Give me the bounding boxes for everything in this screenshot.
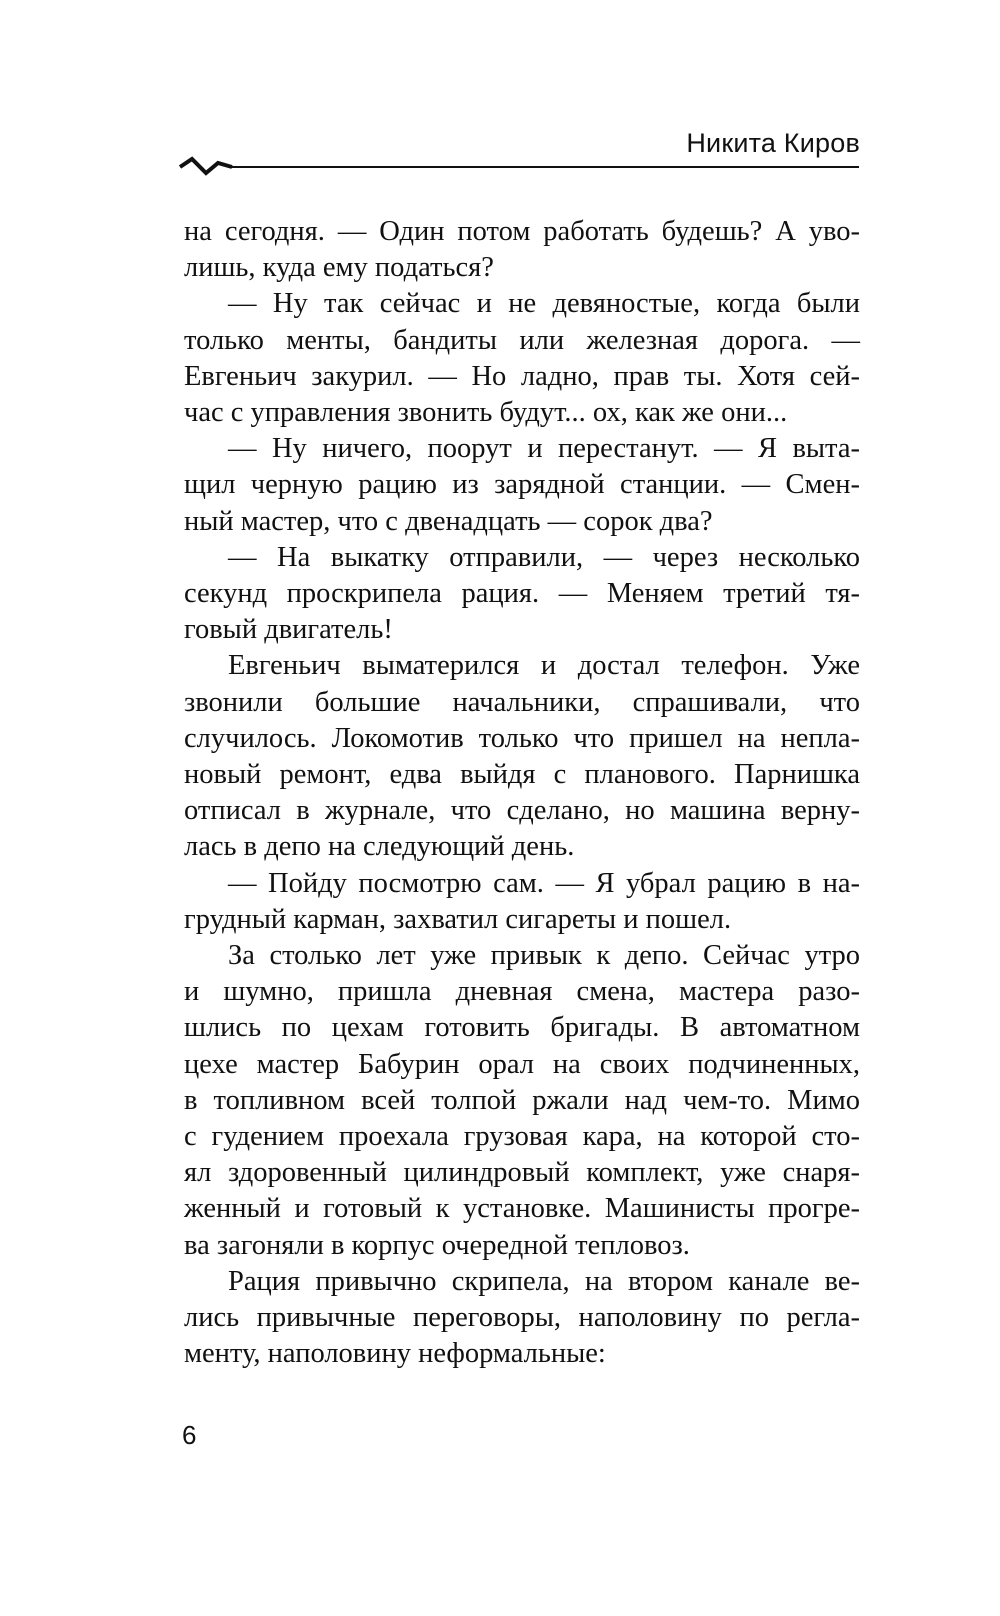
text-line: звонили большие начальники, спрашивали, что (184, 686, 860, 718)
header-rule (229, 166, 859, 168)
text-line: женный и готовый к установке. Машинисты прогре- (184, 1193, 860, 1225)
paragraph-6 (184, 866, 860, 938)
text-line: лишь, куда ему податься? (184, 252, 494, 284)
paragraph-3 (184, 431, 860, 540)
text-line: — Ну так сейчас и не девяностые, когда были (228, 288, 860, 320)
text-line: ный мастер, что с двенадцать — сорок два? (184, 505, 713, 537)
header-ornament-icon (178, 155, 234, 179)
text-line: цехе мастер Бабурин орал на своих подчиненных, (184, 1048, 860, 1080)
text-line: За столько лет уже привык к депо. Сейчас утро (228, 940, 860, 972)
text-line: только менты, бандиты или железная дорога. — (184, 324, 860, 356)
text-line: на сегодня. — Один потом работать будешь? А уво- (184, 216, 860, 247)
paragraph-1 (184, 214, 860, 286)
running-head-author: Никита Киров (686, 128, 860, 158)
text-line: шлись по цехам готовить бригады. В автоматном (184, 1012, 860, 1044)
text-line: грудный карман, захватил сигареты и пошел. (184, 903, 732, 935)
text-line: случилось. Локомотив только что пришел на непла- (184, 722, 860, 754)
text-line: с гудением проехала грузовая кара, на которой сто- (184, 1121, 860, 1153)
text-line: час с управления звонить будут... ох, как же они... (184, 397, 788, 429)
text-line: и шумно, пришла дневная смена, мастера разо- (184, 976, 860, 1008)
text-line: отписал в журнале, что сделано, но машина верну- (184, 795, 860, 827)
text-line: Рация привычно скрипела, на втором канале ве- (228, 1265, 860, 1297)
text-line: щил черную рацию из зарядной станции. — Смен- (184, 469, 860, 501)
paragraph-2 (184, 286, 860, 431)
text-line: Евгеньич закурил. — Но ладно, прав ты. Хотя сей- (184, 360, 860, 392)
paragraph-4 (184, 540, 860, 649)
text-line: новый ремонт, едва выйдя с планового. Парнишка (184, 759, 860, 791)
paragraph-7 (184, 938, 860, 1264)
text-line: — Пойду посмотрю сам. — Я убрал рацию в на- (228, 867, 860, 899)
text-line: говый двигатель! (184, 614, 393, 646)
paragraph-5 (184, 648, 860, 865)
text-line: — На выкатку отправили, — через несколько (228, 541, 860, 573)
text-line: лась в депо на следующий день. (184, 831, 575, 863)
page-number: 6 (182, 1420, 197, 1450)
text-line: Евгеньич выматерился и достал телефон. Уже (228, 650, 860, 682)
text-line: менту, наполовину неформальные: (184, 1338, 606, 1370)
text-line: лись привычные переговоры, наполовину по регла- (184, 1302, 860, 1334)
text-line: ва загоняли в корпус очередной тепловоз. (184, 1229, 690, 1261)
paragraph-8 (184, 1264, 860, 1373)
text-line: секунд проскрипела рация. — Меняем третий тя- (184, 578, 860, 610)
body-text (184, 214, 860, 1373)
text-line: в топливном всей толпой ржали над чем-то. Мимо (184, 1084, 860, 1116)
text-line: — Ну ничего, поорут и перестанут. — Я выта- (228, 433, 860, 465)
text-line: ял здоровенный цилиндровый комплект, уже снаря- (184, 1157, 860, 1189)
